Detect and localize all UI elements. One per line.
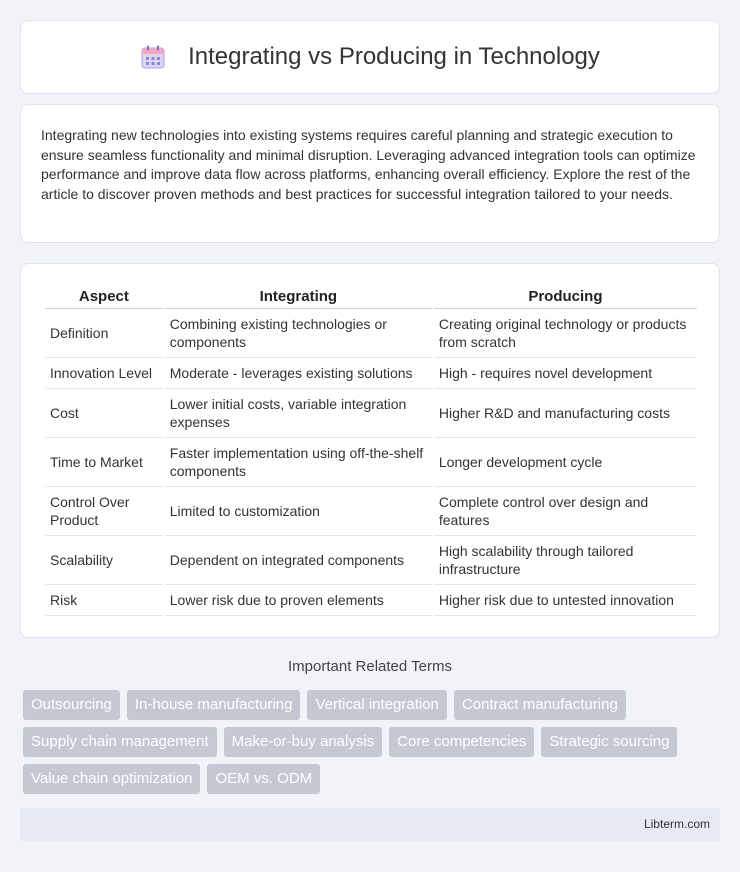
related-term-tag[interactable]: Make-or-buy analysis — [224, 727, 383, 757]
related-terms-row — [23, 764, 723, 794]
table-row — [45, 585, 697, 616]
intro-paragraph: Integrating new technologies into existing systems requires careful planning and strategic execution to ensure seamless functionality and minimal disruption. Leveraging advanced integration tools can optimize performance and improve data flow across platforms, enhancing overall efficiency. Explore the rest of the article to discover proven methods and best practices for successful integration tailored to your needs. — [41, 127, 696, 202]
intro-card — [20, 104, 720, 243]
table-row — [45, 358, 697, 389]
column-header-aspect: Aspect — [45, 285, 163, 309]
column-header-producing: Producing — [434, 285, 697, 309]
column-header-integrating: Integrating — [165, 285, 432, 309]
integrating-cell: Lower initial costs, variable integration expenses — [165, 389, 432, 438]
related-terms-row — [23, 690, 723, 720]
related-term-tag[interactable]: Vertical integration — [307, 690, 446, 720]
page-title: Integrating vs Producing in Technology — [188, 43, 600, 70]
aspect-cell: Risk — [45, 585, 163, 616]
related-term-tag[interactable]: Strategic sourcing — [541, 727, 677, 757]
related-terms-title: Important Related Terms — [288, 658, 452, 675]
producing-cell: Creating original technology or products from scratch — [434, 309, 697, 358]
calendar-icon — [140, 44, 166, 70]
related-term-tag[interactable]: OEM vs. ODM — [207, 764, 320, 794]
integrating-cell: Lower risk due to proven elements — [165, 585, 432, 616]
integrating-cell: Dependent on integrated components — [165, 536, 432, 585]
related-term-tag[interactable]: Outsourcing — [23, 690, 120, 720]
producing-cell: Longer development cycle — [434, 438, 697, 487]
integrating-cell: Faster implementation using off-the-shelf components — [165, 438, 432, 487]
aspect-cell: Scalability — [45, 536, 163, 585]
aspect-cell: Time to Market — [45, 438, 163, 487]
table-row — [45, 487, 697, 536]
related-terms-list — [23, 690, 723, 801]
header-card — [20, 20, 720, 94]
table-row — [45, 389, 697, 438]
aspect-cell: Control Over Product — [45, 487, 163, 536]
table-row — [45, 309, 697, 358]
table-row — [45, 536, 697, 585]
footer — [20, 808, 720, 841]
producing-cell: Complete control over design and features — [434, 487, 697, 536]
integrating-cell: Combining existing technologies or components — [165, 309, 432, 358]
producing-cell: Higher risk due to untested innovation — [434, 585, 697, 616]
producing-cell: Higher R&D and manufacturing costs — [434, 389, 697, 438]
table-header-row — [45, 285, 697, 309]
aspect-cell: Innovation Level — [45, 358, 163, 389]
table-row — [45, 438, 697, 487]
related-term-tag[interactable]: Contract manufacturing — [454, 690, 626, 720]
related-term-tag[interactable]: Supply chain management — [23, 727, 217, 757]
aspect-cell: Cost — [45, 389, 163, 438]
related-term-tag[interactable]: Value chain optimization — [23, 764, 200, 794]
related-term-tag[interactable]: Core competencies — [389, 727, 534, 757]
integrating-cell: Moderate - leverages existing solutions — [165, 358, 432, 389]
related-term-tag[interactable]: In-house manufacturing — [127, 690, 301, 720]
comparison-table — [43, 285, 699, 616]
producing-cell: High scalability through tailored infrastructure — [434, 536, 697, 585]
related-terms-row — [23, 727, 723, 757]
comparison-table-card — [20, 263, 720, 638]
integrating-cell: Limited to customization — [165, 487, 432, 536]
producing-cell: High - requires novel development — [434, 358, 697, 389]
aspect-cell: Definition — [45, 309, 163, 358]
footer-site-link[interactable]: Libterm.com — [643, 817, 710, 831]
